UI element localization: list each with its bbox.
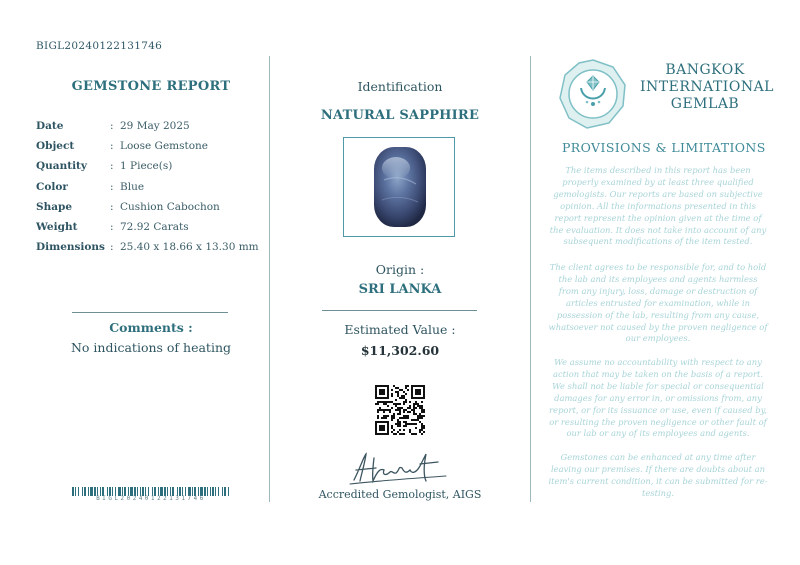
- column-divider-right: [530, 56, 531, 502]
- comments-title: Comments :: [109, 320, 193, 335]
- signature: [346, 448, 450, 488]
- divider: [72, 312, 228, 313]
- provisions-paragraph: Gemstones can be enhanced at any time after leaving our premises. If there are doubts about an item's current condition, it can be submitted for re-testing.: [548, 452, 768, 498]
- column-divider-left: [269, 56, 270, 502]
- detail-label: Dimensions: [36, 241, 105, 254]
- divider: [322, 310, 477, 311]
- barcode-number: BIGL20240122131746: [96, 496, 206, 502]
- identification-label: Identification: [357, 79, 443, 94]
- detail-row-dimensions: Dimensions : 25.40 x 18.66 x 13.30 mm: [36, 241, 259, 254]
- detail-label: Weight: [36, 220, 78, 233]
- detail-label: Color: [36, 180, 68, 193]
- detail-label: Date: [36, 120, 64, 132]
- detail-label: Object: [36, 140, 75, 153]
- detail-value: 29 May 2025: [120, 120, 190, 132]
- provisions-title: PROVISIONS & LIMITATIONS: [562, 140, 766, 155]
- lab-logo-icon: [557, 58, 629, 130]
- detail-value: 72.92 Carats: [120, 220, 189, 233]
- detail-value: Loose Gemstone: [120, 140, 209, 153]
- gemstone-image: [344, 138, 454, 236]
- detail-value: 1 Piece(s): [120, 160, 173, 173]
- detail-label: Quantity: [36, 160, 88, 173]
- detail-row-date: Date : 29 May 2025: [36, 120, 190, 132]
- origin-value: SRI LANKA: [358, 282, 442, 297]
- report-number: BIGL20240122131746: [36, 40, 163, 52]
- barcode: [72, 487, 230, 496]
- qr-code: [375, 385, 425, 435]
- origin-label: Origin :: [375, 262, 425, 277]
- detail-value: 25.40 x 18.66 x 13.30 mm: [120, 241, 259, 254]
- estimated-value-label: Estimated Value :: [344, 322, 456, 337]
- provisions-paragraph: We assume no accountability with respect to any action that may be taken on the basis of a report. We shall not be liable for special or consequential damages for any error in, or omissions from, any report, or for its issuance or use, even if caused by, or resulting the proven negligence or other fault of our lab or any of its employees and agents.: [549, 357, 767, 439]
- gemstone-photo: [343, 137, 455, 237]
- report-title: GEMSTONE REPORT: [71, 79, 231, 94]
- lab-name: BANGKOK INTERNATIONAL GEMLAB: [640, 62, 774, 112]
- stone-identification: NATURAL SAPPHIRE: [320, 108, 480, 123]
- comments-value: No indications of heating: [70, 340, 232, 355]
- detail-label: Shape: [36, 200, 73, 213]
- detail-row-quantity: Quantity : 1 Piece(s): [36, 160, 173, 173]
- detail-row-color: Color : Blue: [36, 180, 145, 193]
- detail-value: Blue: [120, 180, 145, 193]
- gemologist-title: Accredited Gemologist, AIGS: [318, 488, 482, 501]
- estimated-value: $11,302.60: [360, 343, 440, 358]
- provisions-paragraph: The client agrees to be responsible for, and to hold the lab and its employees and agents harmless from any injury, loss, damage or destruction of articles entrusted for examination, while in possession of the lab, resulting from any cause, whatsoever not caused by the proven negligence of our employees.: [548, 262, 768, 344]
- detail-row-shape: Shape : Cushion Cabochon: [36, 200, 220, 213]
- detail-row-object: Object : Loose Gemstone: [36, 140, 209, 153]
- detail-row-weight: Weight : 72.92 Carats: [36, 220, 189, 233]
- detail-value: Cushion Cabochon: [120, 200, 220, 213]
- details-table: [36, 120, 266, 261]
- provisions-paragraph: The items described in this report has been properly examined by at least three qualified gemologists. Our reports are based on subjective opinion. All the informations presented in this report represent the opinion given at the time of the evaluation. It does not take into account of any subsequent modifications of the item tested.: [549, 165, 767, 247]
